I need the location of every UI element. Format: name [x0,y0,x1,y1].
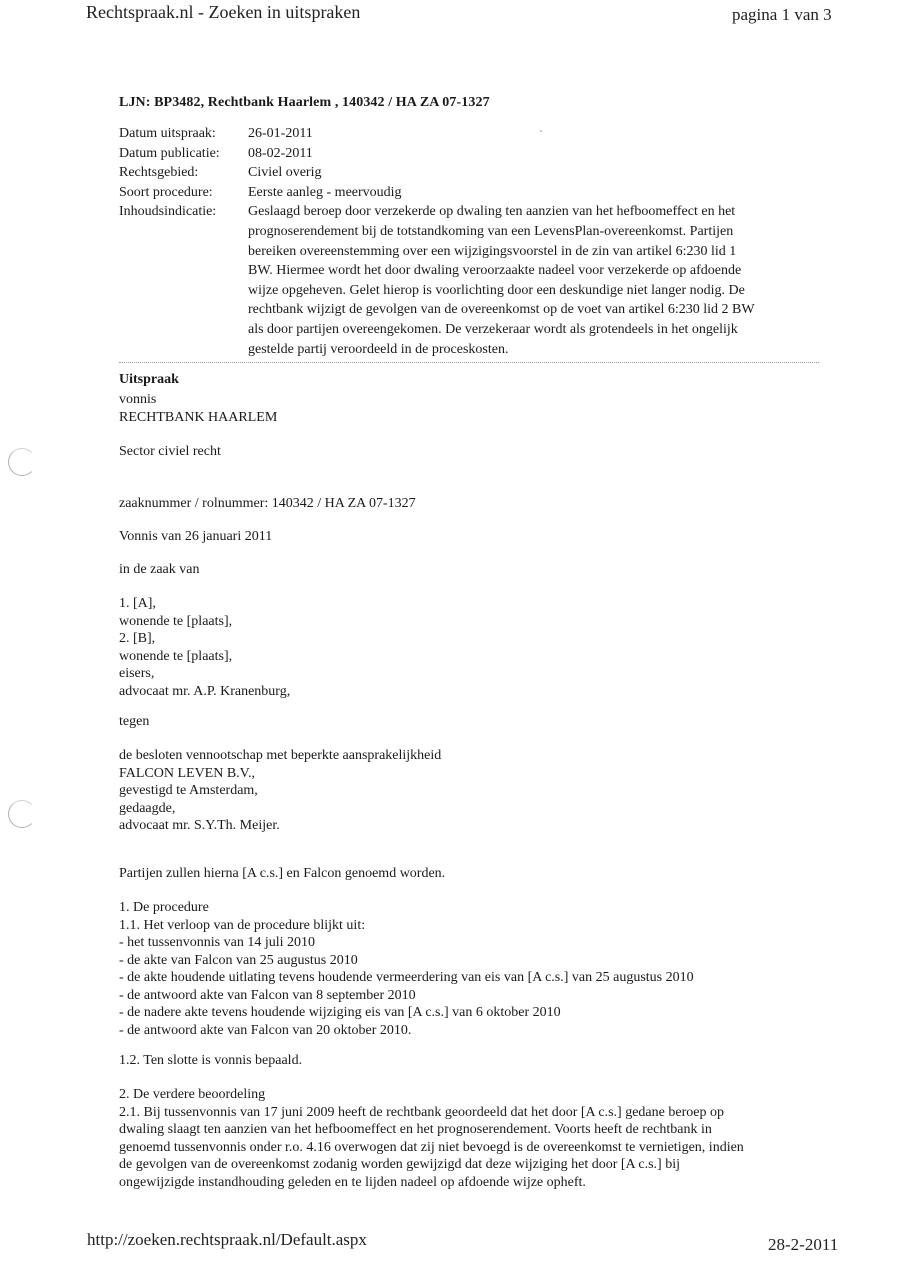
meta-value: 08-02-2011 [248,145,313,161]
meta-row [119,183,818,203]
sector: Sector civiel recht [119,444,221,459]
further-assessment [119,1086,824,1191]
meta-label: Datum uitspraak: [119,126,216,141]
further-heading: 2. De verdere beoordeling [119,1087,266,1102]
closing-statement: 1.2. Ten slotte is vonnis bepaald. [119,1053,303,1068]
meta-value: Civiel overig [248,165,322,181]
meta-row [119,144,818,164]
procedure-item: - de nadere akte tevens houdende wijziging eis van [A c.s.] van 6 oktober 2010 [119,1005,561,1020]
ruling-type: vonnis [119,392,157,407]
punch-hole-icon [8,448,36,476]
in-case-of: in de zaak van [119,562,200,577]
plaintiff-line: 2. [B], [119,631,156,646]
procedure-item: - de antwoord akte van Falcon van 8 september 2010 [119,987,416,1003]
procedure-item: - de akte houdende uitlating tevens houdende vermeerdering van eis van [A c.s.] van 25 augustus 2010 [119,970,694,985]
further-line: dwaling slaagt ten aanzien van het hefboomeffect en het prognoserendement. Voorts heeft de rechtbank in [119,1122,712,1137]
summary-line: gestelde partij veroordeeld in de proceskosten. [248,341,509,357]
case-number: zaaknummer / rolnummer: 140342 / HA ZA 07-1327 [119,496,416,511]
defendant-line: FALCON LEVEN B.V., [119,765,255,781]
further-line: 2.1. Bij tussenvonnis van 17 juni 2009 heeft de rechtbank geoordeeld dat het door [A c.s.] gedane beroep op [119,1104,724,1120]
plaintiff-line: wonende te [plaats], [119,613,233,629]
meta-row [119,163,818,183]
footer-url: http://zoeken.rechtspraak.nl/Default.aspx [87,1230,367,1249]
further-line: genoemd tussenvonnis onder r.o. 4.16 overwogen dat zij niet bevoegd is de overeenkomst te vernietigen, indien [119,1139,744,1155]
ruling-date: Vonnis van 26 januari 2011 [119,529,273,544]
meta-label: Datum publicatie: [119,145,220,161]
meta-row-summary [119,202,818,359]
summary-line: Geslaagd beroep door verzekerde op dwaling ten aanzien van het hefboomeffect en het [248,204,736,220]
punch-hole-icon [8,800,36,828]
footer-date: 28-2-2011 [768,1235,839,1254]
summary-line: rechtbank wijzigt de gevolgen van de overeenkomst op de voet van artikel 6:230 lid 2 BW [248,302,755,318]
case-metadata [119,124,818,359]
meta-value: Eerste aanleg - meervoudig [248,184,402,200]
defendant-line: advocaat mr. S.Y.Th. Meijer. [119,818,280,833]
document-header-title: Rechtspraak.nl - Zoeken in uitspraken [86,2,361,22]
summary-line: wijze opgeheven. Gelet hierop is voorlichting door een deskundige niet langer nodig. De [248,282,745,298]
procedure-item: - de akte van Falcon van 25 augustus 2010 [119,952,358,968]
summary-label: Inhoudsindicatie: [119,204,217,220]
versus: tegen [119,714,150,729]
summary-text [248,202,818,359]
summary-line: prognoserendement bij de totstandkoming van een LevensPlan-overeenkomst. Partijen [248,223,734,239]
defendant-line: gedaagde, [119,800,176,816]
plaintiff-line: eisers, [119,666,155,681]
plaintiffs-block [119,595,824,700]
meta-row [119,124,818,144]
defendant-block [119,747,824,835]
case-heading: LJN: BP3482, Rechtbank Haarlem , 140342 / HA ZA 07-1327 [119,95,490,110]
summary-line: bereiken overeenstemming over een wijzigingsvoorstel in de zin van artikel 6:230 lid 1 [248,243,737,259]
meta-label: Soort procedure: [119,184,213,200]
meta-value: 26-01-2011 [248,126,313,141]
defendant-line: de besloten vennootschap met beperkte aansprakelijkheid [119,748,442,763]
further-line: ongewijzigde instandhouding geleden en te lijden nadeel op afdoende wijze opheft. [119,1174,586,1190]
page-number: pagina 1 van 3 [732,5,832,24]
parties-note: Partijen zullen hierna [A c.s.] en Falcon genoemd worden. [119,866,446,881]
meta-label: Rechtsgebied: [119,165,199,181]
plaintiff-line: 1. [A], [119,596,156,611]
procedure-line: 1.1. Het verloop van de procedure blijkt uit: [119,917,366,933]
procedure-item: - het tussenvonnis van 14 juli 2010 [119,935,315,950]
section-divider [119,362,819,365]
procedure-item: - de antwoord akte van Falcon van 20 oktober 2010. [119,1022,412,1038]
procedure-heading: 1. De procedure [119,900,209,915]
further-line: de gevolgen van de overeenkomst zodanig worden gewijzigd dat deze wijziging het door [A c.s.] bij [119,1157,680,1172]
ruling-heading: Uitspraak [119,372,179,387]
summary-line: BW. Hiermee wordt het door dwaling veroorzaakte nadeel voor verzekerde op afdoende [248,263,742,279]
plaintiff-line: wonende te [plaats], [119,648,233,664]
plaintiff-line: advocaat mr. A.P. Kranenburg, [119,683,291,699]
procedure-section [119,899,824,1039]
defendant-line: gevestigd te Amsterdam, [119,783,258,798]
court-name: RECHTBANK HAARLEM [119,410,278,425]
summary-line: als door partijen overeengekomen. De verzekeraar wordt als grotendeels in het ongelijk [248,321,738,337]
